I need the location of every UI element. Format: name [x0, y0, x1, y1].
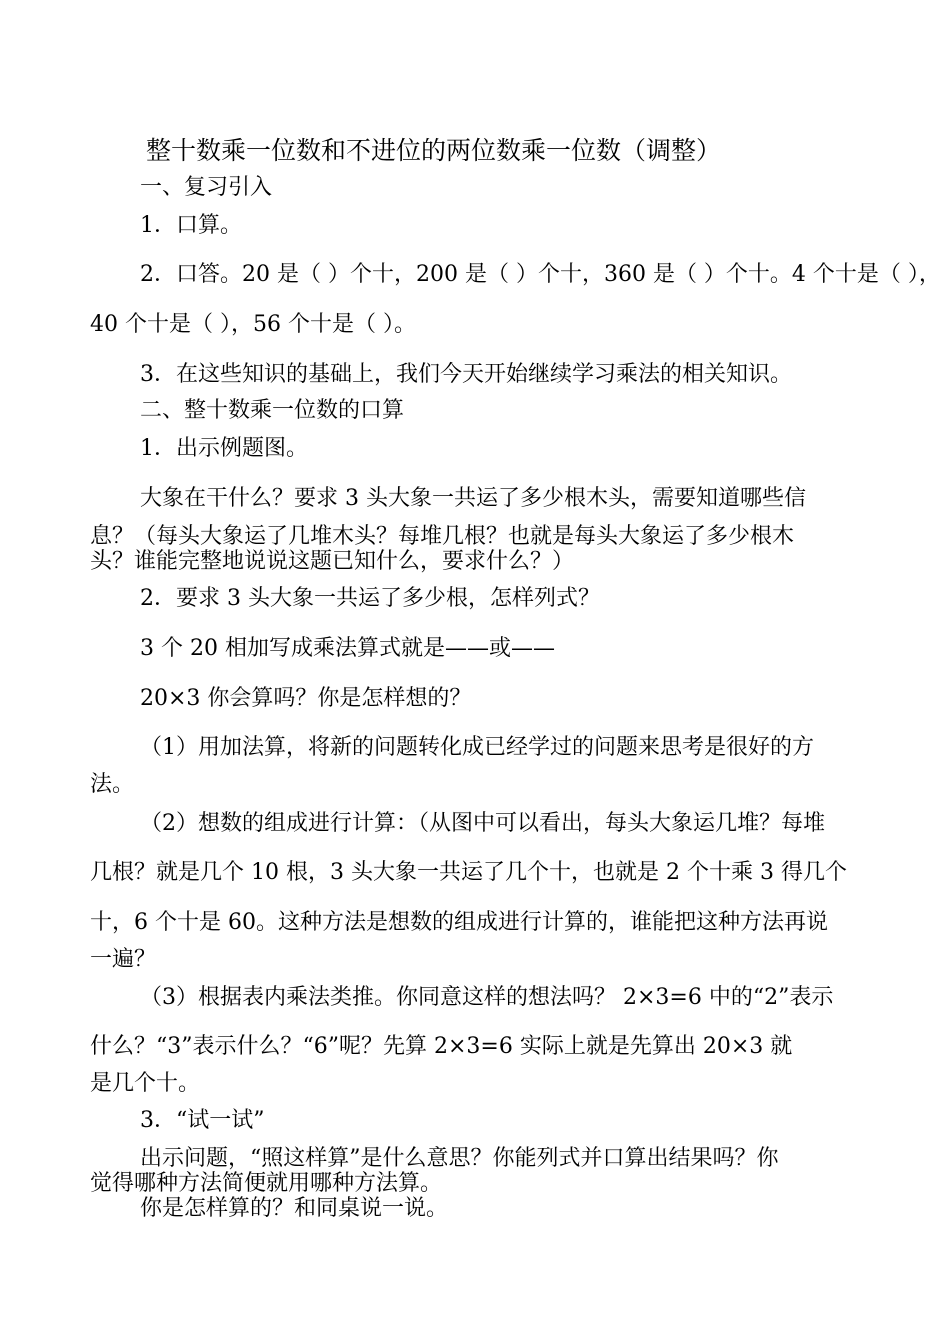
paragraph-line: 一遍？	[90, 947, 157, 972]
paragraph-line: 3．在这些知识的基础上，我们今天开始继续学习乘法的相关知识。	[140, 362, 792, 387]
paragraph-line: 20×3 你会算吗？你是怎样想的？	[140, 686, 472, 711]
paragraph-line: 2．口答。20 是（ ）个十，200 是（ ）个十，360 是（ ）个十。4 个十是（ ），	[140, 262, 941, 287]
paragraph-line: 十，6 个十是 60。这种方法是想数的组成进行计算的，谁能把这种方法再说	[90, 910, 828, 935]
document-title: 整十数乘一位数和不进位的两位数乘一位数（调整）	[146, 136, 722, 165]
paragraph-line: 40 个十是（ ），56 个十是（ ）。	[90, 312, 416, 337]
paragraph-line: 出示问题，“照这样算”是什么意思？你能列式并口算出结果吗？你	[140, 1146, 779, 1171]
paragraph-line: 大象在干什么？要求 3 头大象一共运了多少根木头，需要知道哪些信	[140, 486, 806, 511]
section-heading-review: 一、复习引入	[140, 175, 273, 200]
paragraph-line: 头？谁能完整地说说这题已知什么，要求什么？）	[90, 549, 575, 574]
paragraph-line: （2）想数的组成进行计算：（从图中可以看出，每头大象运几堆？每堆	[140, 811, 825, 836]
paragraph-line: 是几个十。	[90, 1071, 201, 1096]
paragraph-line: 3．“试一试”	[140, 1108, 265, 1133]
paragraph-line: 2．要求 3 头大象一共运了多少根，怎样列式？	[140, 586, 600, 611]
section-heading-multiplication: 二、整十数乘一位数的口算	[140, 398, 405, 423]
paragraph-line: （1）用加法算，将新的问题转化成已经学过的问题来思考是很好的方	[140, 735, 814, 760]
paragraph-line: 什么？“3”表示什么？“6”呢？先算 2×3=6 实际上就是先算出 20×3 就	[90, 1034, 793, 1059]
paragraph-line: （3）根据表内乘法类推。你同意这样的想法吗？ 2×3=6 中的“2”表示	[140, 985, 834, 1010]
paragraph-line: 几根？就是几个 10 根，3 头大象一共运了几个十，也就是 2 个十乘 3 得几个	[90, 860, 847, 885]
paragraph-line: 你是怎样算的？和同桌说一说。	[140, 1196, 449, 1221]
paragraph-line: 法。	[90, 772, 135, 797]
paragraph-line: 息？（每头大象运了几堆木头？每堆几根？也就是每头大象运了多少根木	[90, 524, 795, 549]
paragraph-line: 觉得哪种方法简便就用哪种方法算。	[90, 1171, 443, 1196]
paragraph-line: 1．口算。	[140, 213, 242, 238]
paragraph-line: 1．出示例题图。	[140, 436, 308, 461]
paragraph-line: 3 个 20 相加写成乘法算式就是——或——	[140, 636, 555, 661]
